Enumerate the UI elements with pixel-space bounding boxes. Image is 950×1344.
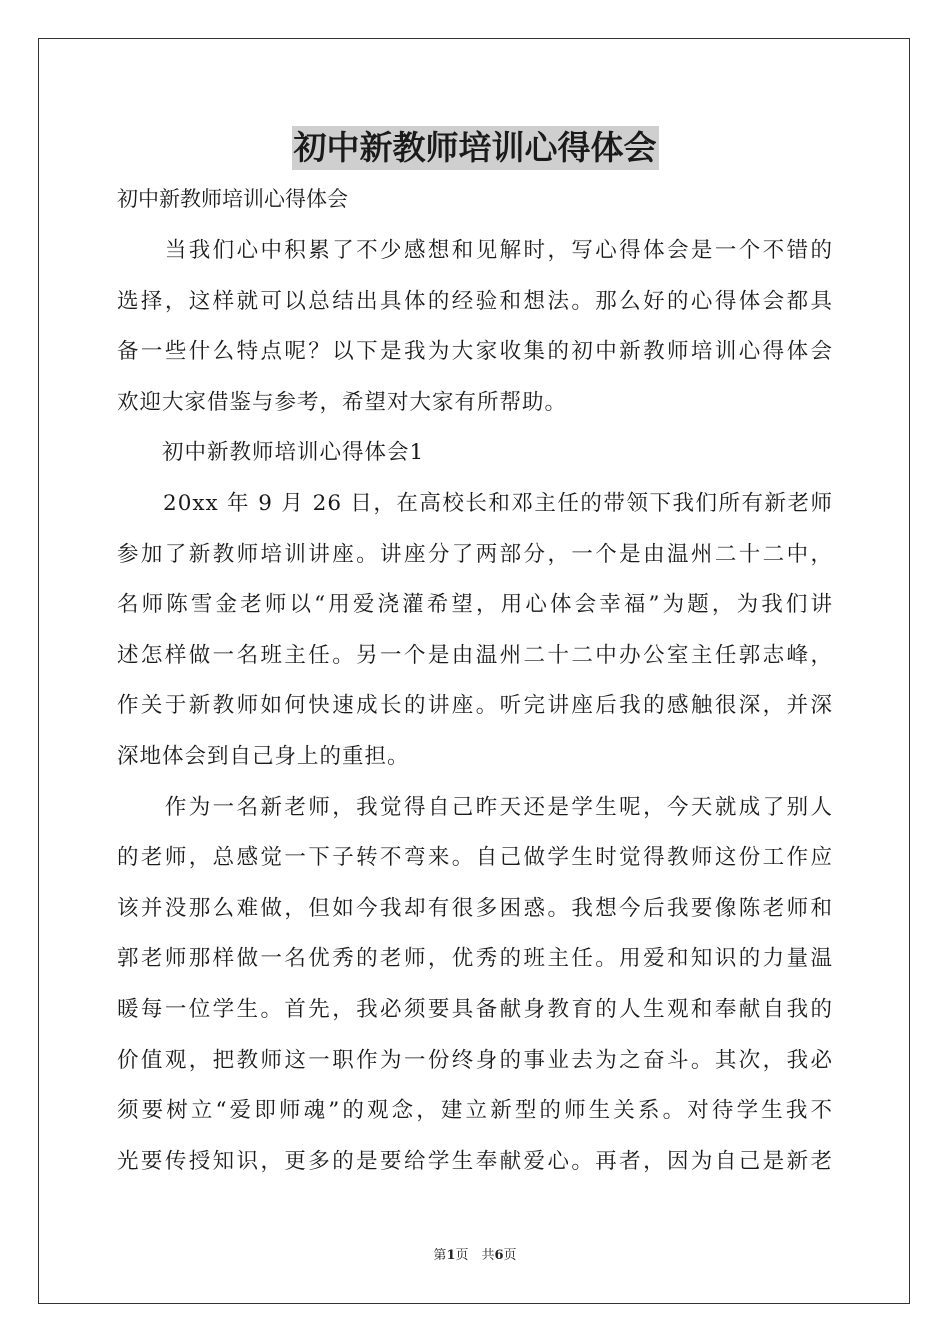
text-line: 深地体会到自己身上的重担。 — [117, 743, 410, 769]
text-line: 作为一名新老师，我觉得自己昨天还是学生呢，今天就成了别人 — [117, 794, 833, 820]
text-line: 20xx 年 9 月 26 日，在高校长和邓主任的带领下我们所有新老师 — [117, 490, 833, 516]
text-line: 须要树立“爱即师魂”的观念，建立新型的师生关系。对待学生我不 — [117, 1098, 833, 1124]
footer-middle: 页 共 — [455, 1248, 495, 1263]
page-title: 初中新教师培训心得体会 — [292, 126, 659, 170]
text-line: 暖每一位学生。首先，我必须要具备献身教育的人生观和奉献自我的 — [117, 996, 833, 1022]
text-line: 备一些什么特点呢？以下是我为大家收集的初中新教师培训心得体会 — [117, 339, 833, 365]
text-line: 当我们心中积累了不少感想和见解时，写心得体会是一个不错的 — [117, 238, 833, 263]
text-line: 光要传授知识，更多的是要给学生奉献爱心。再者，因为自己是新老 — [117, 1148, 833, 1174]
current-page-number: 1 — [446, 1248, 456, 1263]
text-line: 欢迎大家借鉴与参考，希望对大家有所帮助。 — [117, 389, 568, 415]
page-footer — [0, 1247, 950, 1265]
document-subtitle: 初中新教师培训心得体会 — [117, 187, 348, 211]
title-container — [0, 126, 950, 170]
text-line: 郭老师那样做一名优秀的老师，优秀的班主任。用爱和知识的力量温 — [117, 946, 833, 972]
text-line: 名师陈雪金老师以“用爱浇灌希望，用心体会幸福”为题，为我们讲 — [117, 592, 833, 618]
text-line: 的老师，总感觉一下子转不弯来。自己做学生时觉得教师这份工作应 — [117, 845, 833, 871]
footer-suffix: 页 — [503, 1248, 517, 1263]
document-body — [117, 176, 833, 1187]
text-line: 参加了新教师培训讲座。讲座分了两部分，一个是由温州二十二中， — [117, 541, 833, 567]
text-line: 选择，这样就可以总结出具体的经验和想法。那么好的心得体会都具 — [117, 288, 833, 314]
text-line: 该并没那么难做，但如今我却有很多困惑。我想今后我要像陈老师和 — [117, 895, 833, 921]
total-page-number: 6 — [494, 1248, 504, 1263]
text-line: 述怎样做一名班主任。另一个是由温州二十二中办公室主任郭志峰， — [117, 642, 833, 668]
text-line: 作关于新教师如何快速成长的讲座。听完讲座后我的感触很深，并深 — [117, 693, 833, 719]
text-line: 价值观，把教师这一职作为一份终身的事业去为之奋斗。其次，我必 — [117, 1047, 833, 1073]
section-heading: 初中新教师培训心得体会1 — [117, 440, 425, 466]
footer-prefix: 第 — [433, 1248, 447, 1263]
